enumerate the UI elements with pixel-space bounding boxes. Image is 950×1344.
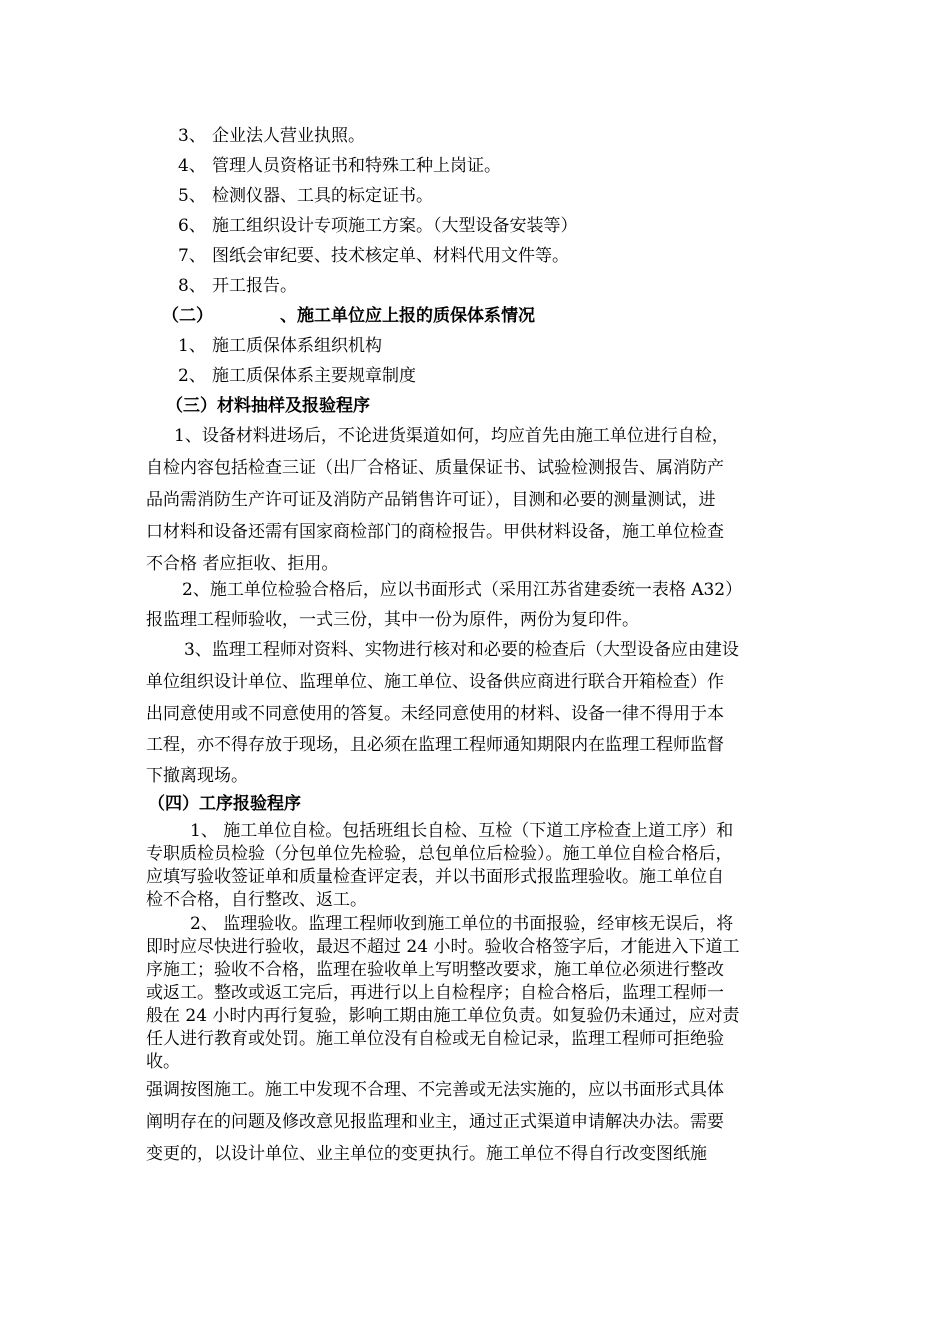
paragraph-line: 检不合格，自行整改、返工。	[146, 890, 367, 910]
paragraph-line: 序施工；验收不合格，监理在验收单上写明整改要求，施工单位必须进行整改	[146, 960, 724, 980]
list-item-text: 开工报告。	[212, 276, 297, 296]
list-item-number: 6、	[178, 216, 206, 236]
paragraph-line: 收。	[146, 1052, 180, 1072]
list-item-number: 3、	[178, 126, 206, 146]
list-item-text: 施工组织设计专项施工方案。（大型设备安装等）	[212, 216, 578, 236]
list-item-number: 5、	[178, 186, 206, 206]
paragraph-line: 下撤离现场。	[146, 766, 248, 786]
paragraph-line: 或返工。整改或返工完后，再进行以上自检程序；自检合格后，监理工程师一	[146, 983, 724, 1003]
paragraph-line: 般在 24 小时内再行复验，影响工期由施工单位负责。如复验仍未通过，应对责	[146, 1006, 740, 1026]
paragraph-line: 强调按图施工。施工中发现不合理、不完善或无法实施的，应以书面形式具体	[146, 1080, 724, 1100]
list-item-text: 施工质保体系组织机构	[212, 336, 382, 356]
paragraph-line: 口材料和设备还需有国家商检部门的商检报告。甲供材料设备，施工单位检查	[146, 522, 724, 542]
paragraph-line: 阐明存在的问题及修改意见报监理和业主，通过正式渠道申请解决办法。需要	[146, 1112, 724, 1132]
list-item-text: 检测仪器、工具的标定证书。	[212, 186, 433, 206]
list-item-text: 图纸会审纪要、技术核定单、材料代用文件等。	[212, 246, 569, 266]
paragraph-line: 应填写验收签证单和质量检查评定表，并以书面形式报监理验收。施工单位自	[146, 867, 724, 887]
paragraph-line: 不合格 者应拒收、拒用。	[146, 554, 339, 574]
paragraph-line: 1、 施工单位自检。包括班组长自检、互检（下道工序检查上道工序）和	[190, 821, 734, 841]
section-heading-4: （四）工序报验程序	[148, 794, 301, 814]
section-heading-3: （三）材料抽样及报验程序	[166, 396, 370, 416]
list-item-number: 7、	[178, 246, 206, 266]
paragraph-line: 出同意使用或不同意使用的答复。未经同意使用的材料、设备一律不得用于本	[146, 704, 724, 724]
list-item-text: 施工质保体系主要规章制度	[212, 366, 416, 386]
paragraph-line: 变更的，以设计单位、业主单位的变更执行。施工单位不得自行改变图纸施	[146, 1144, 707, 1164]
paragraph-line: 单位组织设计单位、监理单位、施工单位、设备供应商进行联合开箱检查）作	[146, 672, 724, 692]
list-item-number: 2、	[178, 366, 206, 386]
list-item-number: 8、	[178, 276, 206, 296]
paragraph-line: 2、 监理验收。监理工程师收到施工单位的书面报验，经审核无误后，将	[190, 914, 734, 934]
paragraph-line: 专职质检员检验（分包单位先检验，总包单位后检验）。施工单位自检合格后，	[146, 844, 733, 864]
list-item-text: 企业法人营业执照。	[212, 126, 365, 146]
list-item-number: 1、	[178, 336, 206, 356]
paragraph-line: 报监理工程师验收，一式三份，其中一份为原件，两份为复印件。	[146, 610, 639, 630]
paragraph-line: 工程，亦不得存放于现场，且必须在监理工程师通知期限内在监理工程师监督	[146, 735, 724, 755]
list-item-number: 4、	[178, 156, 206, 176]
heading-text: 、施工单位应上报的质保体系情况	[280, 306, 535, 326]
heading-number: （二）	[162, 306, 213, 326]
paragraph-line: 2、施工单位检验合格后，应以书面形式（采用江苏省建委统一表格 A32）	[182, 580, 743, 600]
list-item-text: 管理人员资格证书和特殊工种上岗证。	[212, 156, 501, 176]
paragraph-line: 1、设备材料进场后，不论进货渠道如何，均应首先由施工单位进行自检，	[174, 426, 729, 446]
paragraph-line: 即时应尽快进行验收，最迟不超过 24 小时。验收合格签字后，才能进入下道工	[146, 937, 740, 957]
paragraph-line: 品尚需消防生产许可证及消防产品销售许可证），目测和必要的测量测试，进	[146, 490, 716, 510]
paragraph-line: 自检内容包括检查三证（出厂合格证、质量保证书、试验检测报告、属消防产	[146, 458, 724, 478]
paragraph-line: 3、监理工程师对资料、实物进行核对和必要的检查后（大型设备应由建设	[184, 640, 739, 660]
paragraph-line: 任人进行教育或处罚。施工单位没有自检或无自检记录，监理工程师可拒绝验	[146, 1029, 724, 1049]
